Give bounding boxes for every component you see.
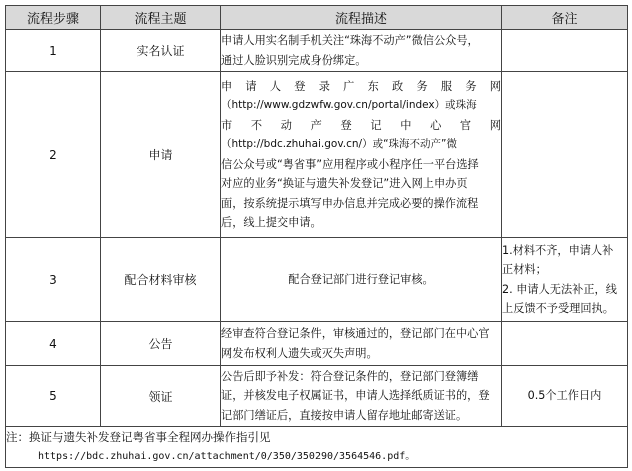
table-row — [6, 322, 628, 366]
header-description: 流程描述 — [221, 6, 502, 30]
header-note: 备注 — [502, 6, 628, 30]
description-line: 信公众号或“粤省事”应用程序或小程序任一平台选择 — [221, 157, 479, 171]
footer-note-cell — [6, 427, 628, 468]
description-line: 网发布权利人遗失或灭失声明。 — [221, 346, 378, 360]
header-row — [6, 6, 628, 30]
step-topic: 配合材料审核 — [101, 238, 221, 322]
step-number: 3 — [6, 238, 101, 322]
process-table — [5, 5, 628, 468]
table-row — [6, 72, 628, 238]
header-step: 流程步骤 — [6, 6, 101, 30]
step-description — [221, 30, 502, 72]
description-line: 通过人脸识别完成身份绑定。 — [221, 53, 367, 67]
note-line: 0.5个工作日内 — [527, 389, 602, 403]
footer-row — [6, 427, 628, 468]
description-line: 后，线上提交申请。 — [221, 216, 322, 229]
note-line: 正材料； — [502, 263, 547, 276]
description-line: 证，并核发电子权属证书，申请人选择纸质证书的，登 — [221, 389, 490, 403]
step-note — [502, 322, 628, 366]
note-line: 1.材料不齐，申请人补 — [502, 243, 614, 257]
step-note — [502, 72, 628, 238]
description-line: 市 不 动 产 登 记 中 心 官 网 — [221, 118, 501, 132]
header-topic: 流程主题 — [101, 6, 221, 30]
description-line: 记部门缮证后，直接按申请人留存地址邮寄送证。 — [221, 408, 468, 422]
step-description — [221, 322, 502, 366]
description-line: 配合登记部门进行登记审核。 — [288, 272, 434, 286]
table-row — [6, 366, 628, 427]
step-number: 5 — [6, 366, 101, 427]
step-number: 2 — [6, 72, 101, 238]
table-row — [6, 238, 628, 322]
description-line: 经审查符合登记条件，审核通过的，登记部门在中心官 — [221, 327, 490, 340]
description-line: 申请人用实名制手机关注“珠海不动产”微信公众号， — [221, 34, 479, 47]
step-topic: 申请 — [101, 72, 221, 238]
step-topic: 领证 — [101, 366, 221, 427]
step-number: 4 — [6, 322, 101, 366]
note-line: 2. 申请人无法补正，线 — [502, 282, 617, 296]
step-note — [502, 30, 628, 72]
table-row — [6, 30, 628, 72]
footer-note: 注：换证与遗失补发登记粤省事全程网办操作指引见 — [6, 430, 271, 444]
step-description — [221, 72, 502, 238]
step-description — [221, 238, 502, 322]
step-note — [502, 366, 628, 427]
step-number: 1 — [6, 30, 101, 72]
description-line: 面，按系统提示填写申办信息并完成必要的操作流程 — [221, 196, 479, 210]
step-note — [502, 238, 628, 322]
step-topic: 公告 — [101, 322, 221, 366]
step-description — [221, 366, 502, 427]
description-line: 对应的业务“换证与遗失补发登记”进入网上申办页 — [221, 177, 468, 190]
description-line: （http://www.gdzwfw.gov.cn/portal/index）或珠海 — [221, 99, 477, 111]
step-topic: 实名认证 — [101, 30, 221, 72]
description-line: （http://bdc.zhuhai.gov.cn/）或“珠海不动产”微 — [221, 138, 457, 150]
note-line: 上反馈不予受理回执。 — [502, 302, 614, 315]
footer-link[interactable]: https://bdc.zhuhai.gov.cn/attachment/0/350/350290/3564546.pdf。 — [38, 451, 416, 462]
description-line: 申 请 人 登 录 广 东 政 务 服 务 网 — [221, 79, 501, 93]
description-line: 公告后即予补发：符合登记条件的，登记部门登簿缮 — [221, 369, 479, 383]
